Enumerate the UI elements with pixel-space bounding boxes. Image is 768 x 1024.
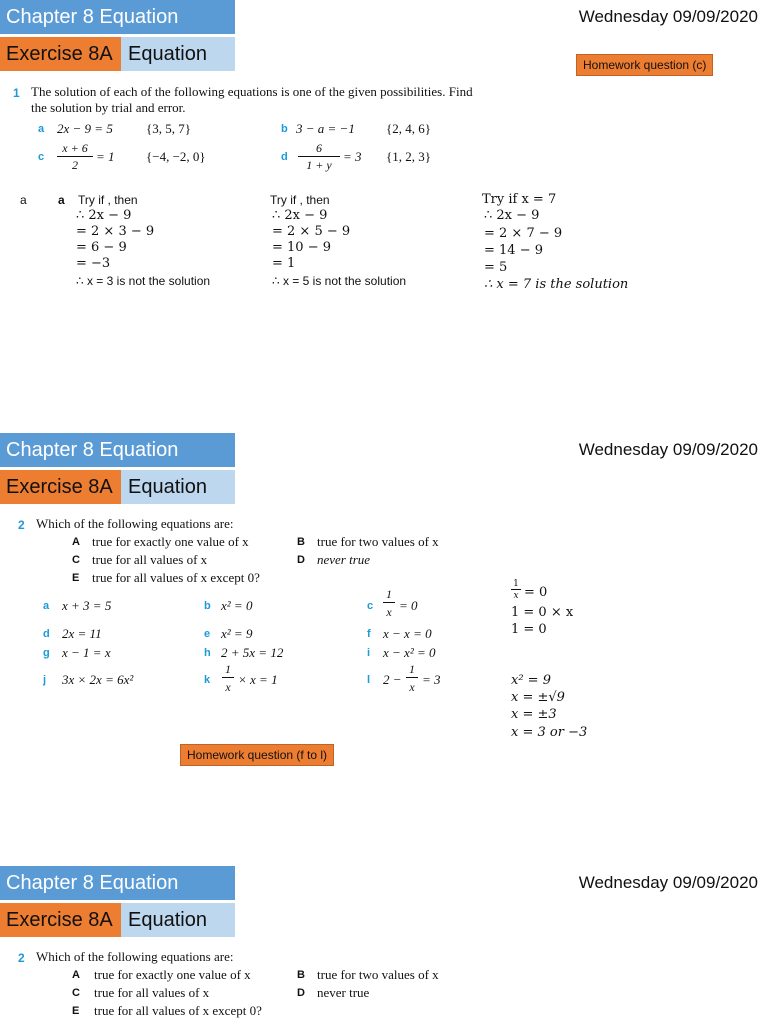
date-label: Wednesday 09/09/2020 xyxy=(578,440,758,459)
option-letter: C xyxy=(72,987,80,999)
date-label: Wednesday 09/09/2020 xyxy=(578,873,758,892)
option-text: true for exactly one value of x xyxy=(94,967,251,982)
working-line: = 2 × 3 − 9 xyxy=(76,224,155,239)
equation: x² = 0 xyxy=(221,598,253,613)
chapter-title: Chapter 8 Equation xyxy=(0,866,235,900)
equation: 2x = 11 xyxy=(62,626,102,641)
equation: 3 − a = −1 xyxy=(296,121,355,136)
option-text: true for all values of x xyxy=(92,552,208,567)
working-line: = 2 × 5 − 9 xyxy=(272,224,351,239)
working-line: Try if , then xyxy=(78,193,138,207)
exercise-banner xyxy=(0,470,235,504)
side-working-line: 1 = 0 xyxy=(511,622,547,637)
fraction-numerator: 1 xyxy=(383,587,395,603)
option-letter: A xyxy=(72,536,80,548)
part-label: d xyxy=(43,628,50,640)
exercise-label: Exercise 8A xyxy=(0,903,121,937)
option-text: true for two values of x xyxy=(317,534,439,549)
part-label: k xyxy=(204,674,211,686)
side-working-line: x = ±3 xyxy=(511,707,557,722)
option-text: true for all values of x except 0? xyxy=(92,570,260,585)
part-label: c xyxy=(367,600,374,612)
working-line: = 14 − 9 xyxy=(484,243,543,258)
homework-badge: Homework question (c) xyxy=(576,54,713,76)
option-letter: C xyxy=(72,554,80,566)
question-text: The solution of each of the following equations is one of the given possibilities. Find xyxy=(31,84,473,99)
option-letter: A xyxy=(72,969,80,981)
part-label: f xyxy=(367,628,371,640)
equation: × x = 1 xyxy=(238,672,278,687)
fraction-numerator: 6 xyxy=(298,141,340,157)
fraction-denominator: 1 + y xyxy=(306,158,332,172)
question-text: Which of the following equations are: xyxy=(36,949,234,964)
fraction-numerator: x + 6 xyxy=(57,141,93,157)
exercise-title: Equation xyxy=(128,909,207,931)
part-label: l xyxy=(367,674,371,686)
equation: 2x − 9 = 5 xyxy=(57,121,113,136)
solution-set: {3, 5, 7} xyxy=(146,121,191,136)
equation-rhs: = 1 xyxy=(96,149,115,164)
side-working-line: x = ±√9 xyxy=(511,690,565,705)
working-label: a xyxy=(58,193,65,207)
fraction-denominator: x xyxy=(386,605,392,619)
option-text: true for two values of x xyxy=(317,967,439,982)
solution-set: {1, 2, 3} xyxy=(386,149,431,164)
part-label: d xyxy=(281,151,288,163)
working-label: a xyxy=(20,193,27,207)
working-line: ∴ 2x − 9 xyxy=(76,208,132,223)
working-line: = 10 − 9 xyxy=(272,240,331,255)
question-text: Which of the following equations are: xyxy=(36,516,234,531)
fraction-denominator: 2 xyxy=(72,158,78,172)
option-letter: E xyxy=(72,1005,80,1017)
working-line: Try if , then xyxy=(270,193,330,207)
working-line: ∴ 2x − 9 xyxy=(484,208,540,223)
exercise-label: Exercise 8A xyxy=(0,470,121,504)
fraction-denominator: x xyxy=(513,591,519,601)
equation: x − x = 0 xyxy=(383,626,432,641)
equation: 2 + 5x = 12 xyxy=(221,645,284,660)
working-line: = 2 × 7 − 9 xyxy=(484,226,563,241)
solution-set: {−4, −2, 0} xyxy=(146,149,206,164)
working-line: = 6 − 9 xyxy=(76,240,127,255)
side-working-line: x = 3 or −3 xyxy=(511,725,588,740)
working-line: = 5 xyxy=(484,260,508,275)
date-label: Wednesday 09/09/2020 xyxy=(578,7,758,26)
equation: x² = 9 xyxy=(221,626,253,641)
part-label: e xyxy=(204,628,211,640)
option-text: never true xyxy=(317,552,371,567)
working-conclusion: ∴ x = 3 is not the solution xyxy=(76,274,211,288)
option-letter: B xyxy=(297,536,305,548)
equation-prefix: 2 − xyxy=(383,672,402,687)
question-text: the solution by trial and error. xyxy=(31,100,186,115)
fraction-numerator: 1 xyxy=(511,580,521,590)
option-text: true for all values of x xyxy=(94,985,210,1000)
equation-rhs: = 3 xyxy=(343,149,362,164)
part-label: b xyxy=(281,123,288,135)
working-conclusion: ∴ x = 5 is not the solution xyxy=(272,274,407,288)
solution-set: {2, 4, 6} xyxy=(386,121,431,136)
equation: x + 3 = 5 xyxy=(62,598,112,613)
side-working-line: = 0 xyxy=(524,585,548,600)
side-working-line: x² = 9 xyxy=(511,673,551,688)
equation: = 3 xyxy=(422,672,441,687)
part-label: g xyxy=(43,647,50,659)
exercise-label: Exercise 8A xyxy=(0,37,121,71)
homework-badge: Homework question (f to l) xyxy=(180,744,334,766)
chapter-title: Chapter 8 Equation xyxy=(0,433,235,467)
fraction-numerator: 1 xyxy=(222,662,234,678)
equation: x − x² = 0 xyxy=(383,645,436,660)
option-letter: E xyxy=(72,572,80,584)
working-line: Try if x = 7 xyxy=(482,192,557,207)
part-label: b xyxy=(204,600,211,612)
option-text: true for exactly one value of x xyxy=(92,534,249,549)
side-working-line: 1 = 0 × x xyxy=(511,605,574,620)
option-text: true for all values of x except 0? xyxy=(94,1003,262,1018)
part-label: a xyxy=(43,600,50,612)
fraction-denominator: x xyxy=(409,680,415,694)
fraction-numerator: 1 xyxy=(406,662,418,678)
exercise-banner xyxy=(0,37,235,71)
question-number: 2 xyxy=(18,518,25,532)
equation: = 0 xyxy=(399,598,418,613)
working-line: ∴ 2x − 9 xyxy=(272,208,328,223)
working-line: = 1 xyxy=(272,256,296,271)
part-label: a xyxy=(38,123,45,135)
question-number: 2 xyxy=(18,951,25,965)
exercise-banner xyxy=(0,903,235,937)
part-label: i xyxy=(367,647,371,659)
equation: x − 1 = x xyxy=(62,645,111,660)
equation: 3x × 2x = 6x² xyxy=(62,672,134,687)
fraction-denominator: x xyxy=(225,680,231,694)
part-label: h xyxy=(204,647,211,659)
option-letter: B xyxy=(297,969,305,981)
chapter-title: Chapter 8 Equation xyxy=(0,0,235,34)
option-letter: D xyxy=(297,554,305,566)
exercise-title: Equation xyxy=(128,43,207,65)
option-text: never true xyxy=(317,985,370,1000)
working-line: = −3 xyxy=(76,256,111,271)
working-conclusion: ∴ x = 7 is the solution xyxy=(484,277,629,292)
exercise-title: Equation xyxy=(128,476,207,498)
part-label: c xyxy=(38,151,45,163)
option-letter: D xyxy=(297,987,305,999)
part-label: j xyxy=(43,674,47,686)
question-number: 1 xyxy=(13,86,20,100)
